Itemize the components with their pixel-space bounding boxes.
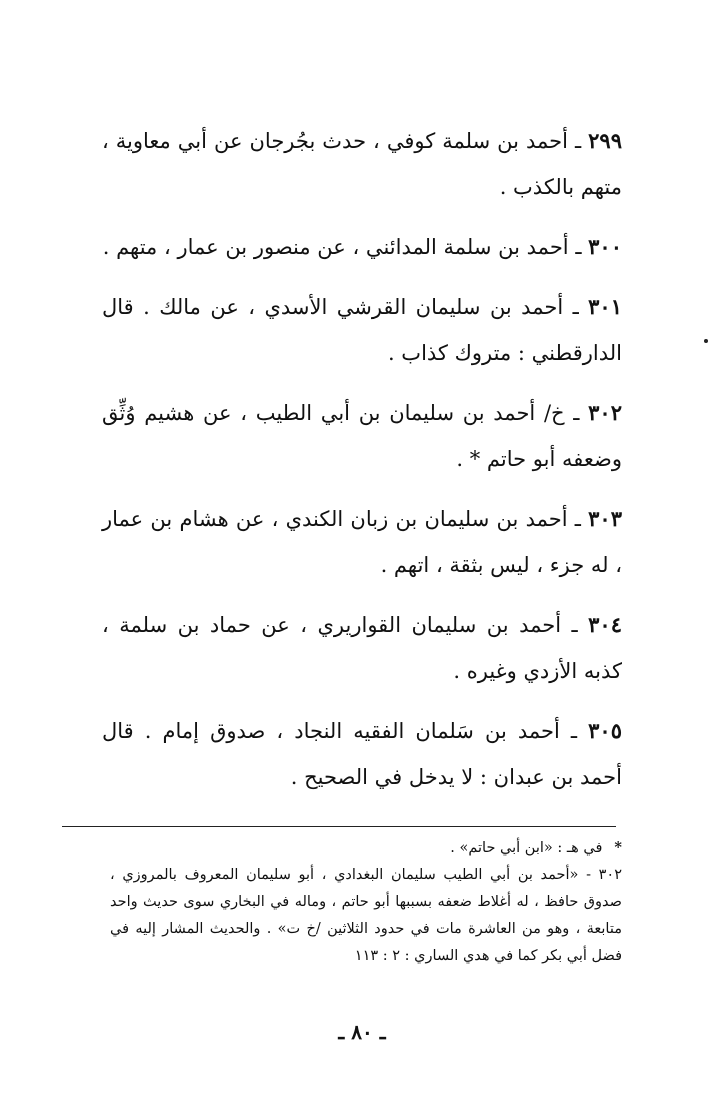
entry-text: أحمد بن سلمة المدائني ، عن منصور بن عمار ، متهم . [102, 235, 569, 259]
entry-302 [102, 390, 622, 482]
entry-dash: ـ [564, 401, 589, 425]
entry-text: أحمد بن سليمان بن زبان الكندي ، عن هشام بن عمار ، له جزء ، ليس بثقة ، اتهم . [102, 507, 622, 577]
entry-303 [102, 496, 622, 588]
entries-list [102, 118, 622, 814]
entry-dash: ـ [567, 129, 589, 153]
footnote-entry-302 [110, 862, 622, 970]
entry-number: ٢٩٩ [588, 128, 622, 153]
entry-number: ٣٠٢ [588, 400, 622, 425]
footnotes [110, 834, 622, 970]
entry-301 [102, 284, 622, 376]
page-number: ـ ٨٠ ـ [338, 1020, 386, 1044]
entry-300 [102, 224, 622, 270]
footnote-star-note [110, 834, 622, 862]
entry-dash: ـ [567, 507, 589, 531]
entry-text: خ/ أحمد بن سليمان بن أبي الطيب ، عن هشيم وُثِّق وضعفه أبو حاتم * . [102, 401, 622, 471]
entry-number: ٣٠٣ [588, 506, 622, 531]
entry-text: أحمد بن سلمة كوفي ، حدث بجُرجان عن أبي معاوية ، متهم بالكذب . [102, 129, 622, 199]
footnote-star: * [614, 839, 622, 856]
entry-text: أحمد بن سليمان القواريري ، عن حماد بن سلمة ، كذبه الأزدي وغيره . [102, 613, 622, 683]
footnote-text: في هـ : «ابن أبي حاتم» . [450, 840, 603, 856]
entry-304 [102, 602, 622, 694]
entry-dash: ـ [563, 295, 589, 319]
entry-dash: ـ [561, 613, 589, 637]
entry-dash: ـ [568, 235, 589, 259]
footnote-divider [62, 826, 616, 827]
entry-dash: ـ [559, 719, 589, 743]
entry-299 [102, 118, 622, 210]
margin-mark [704, 339, 708, 343]
entry-text: أحمد بن سليمان القرشي الأسدي ، عن مالك . قال الدارقطني : متروك كذاب . [102, 295, 622, 365]
entry-number: ٣٠١ [588, 294, 622, 319]
entry-number: ٣٠٤ [588, 612, 622, 637]
entry-text: أحمد بن سَلمان الفقيه النجاد ، صدوق إمام . قال أحمد بن عبدان : لا يدخل في الصحيح . [102, 719, 622, 789]
entry-305 [102, 708, 622, 800]
footnote-text: ٣٠٢ - «أحمد بن أبي الطيب سليمان البغدادي ، أبو سليمان المعروف بالمروزي ، صدوق حافظ ، له أغلاط ضعفه بسببها أبو حاتم ، وماله في البخاري سوى حديث واحد متابعة ، وهو من العاشرة مات في حدود الثلاثين /خ ت» . والحديث المشار إليه في فضل أبي بكر كما في هدي الساري : ٢ : ١١٣ [110, 867, 622, 964]
entry-number: ٣٠٠ [588, 234, 622, 259]
entry-number: ٣٠٥ [588, 718, 622, 743]
